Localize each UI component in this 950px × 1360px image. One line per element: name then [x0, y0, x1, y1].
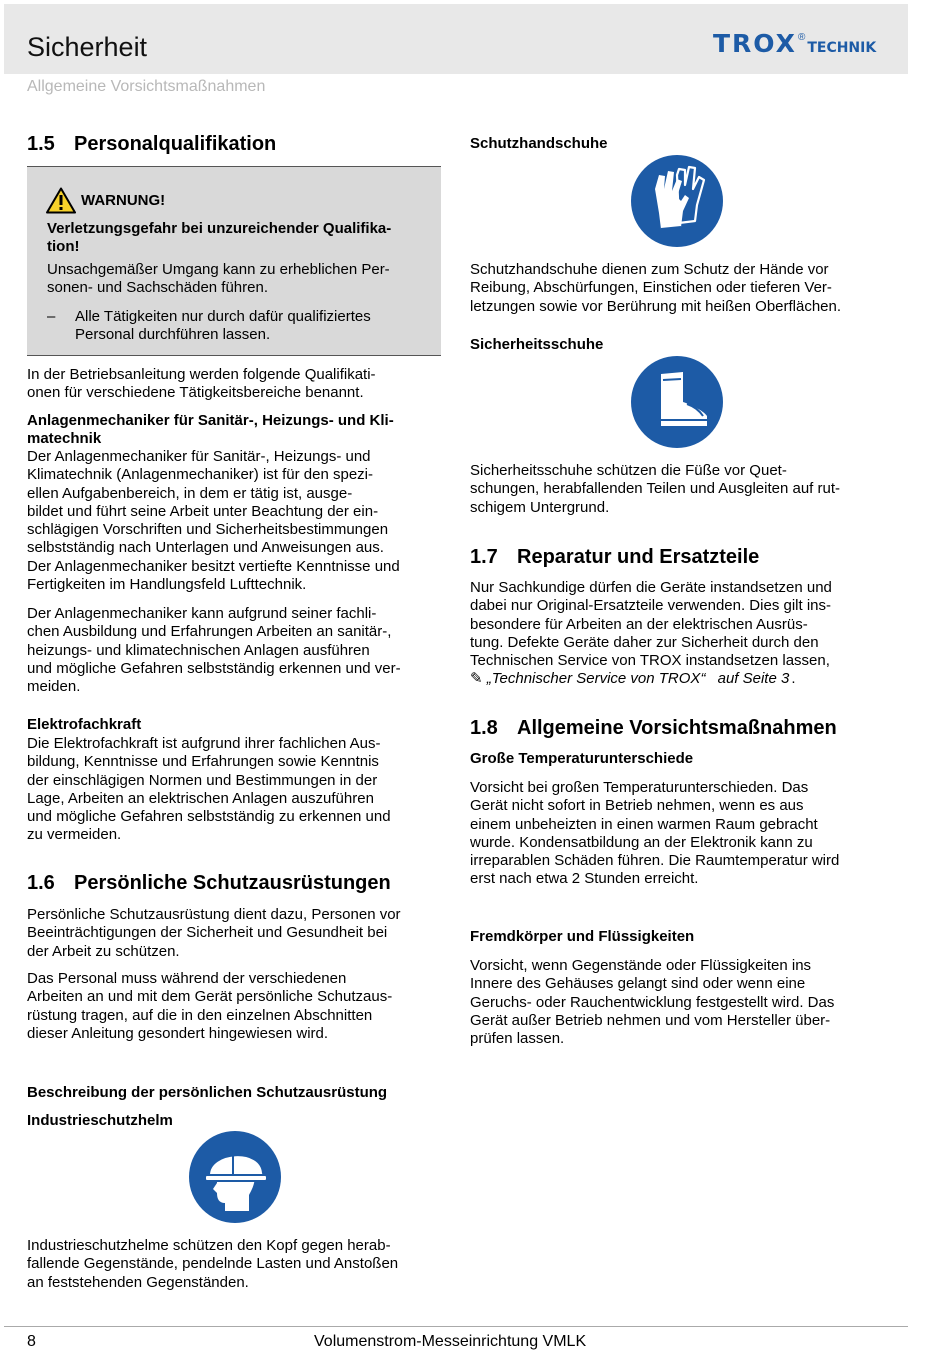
- gloves-sign-icon: [631, 155, 723, 247]
- warning-header: [46, 187, 165, 214]
- helmet-paragraph: Industrieschutzhelme schützen den Kopf gegen herab- fallende Gegenstände, pendelnde Lasten und Anstoßen an feststehenden Gegenständen.: [27, 1237, 399, 1291]
- anlagenmechaniker-heading: Anlagenmechaniker für Sanitär-, Heizungs- und Kli- matechnik: [27, 412, 394, 447]
- sentence-end: .: [791, 670, 796, 688]
- qualification-intro: In der Betriebsanleitung werden folgende Qualifikati- onen für verschiedene Tätigkeitsbereiche benannt.: [27, 366, 376, 402]
- gloves-heading: Schutzhandschuhe: [470, 135, 608, 152]
- elektrofachkraft-heading: Elektrofachkraft: [27, 716, 142, 733]
- page-reference-link[interactable]: auf Seite 3: [717, 670, 790, 688]
- footer-divider: [4, 1326, 908, 1327]
- ppe-paragraph-2: Das Personal muss während der verschiedenen Arbeiten an und mit dem Gerät persönliche Schutzaus- rüstung tragen, auf die in den einzelnen Abschnitten dieser Anleitung gesondert hingewiesen wird.: [27, 970, 393, 1042]
- page-title: Sicherheit: [27, 32, 148, 62]
- section-title: Personalqualifikation: [74, 133, 277, 155]
- warning-list-item: [47, 308, 437, 345]
- list-item-text: Alle Tätigkeiten nur durch dafür qualifiziertes Personal durchführen lassen.: [75, 308, 371, 344]
- foreign-bodies-paragraph: Vorsicht, wenn Gegenstände oder Flüssigkeiten ins Innere des Gehäuses gelangt sind oder wenn eine Geruchs- oder Rauchentwicklung festgestellt wird. Das Gerät außer Betrieb nehmen und vom Hersteller über- prüfen lassen.: [470, 957, 835, 1048]
- section-heading-1-7: [470, 546, 759, 569]
- gloves-paragraph: Schutzhandschuhe dienen zum Schutz der Hände vor Reibung, Abschürfungen, Einstichen oder tieferen Ver- letzungen sowie vor Berührung mit heißen Oberflächen.: [470, 261, 842, 315]
- section-number: 1.8: [470, 717, 498, 739]
- helmet-heading: Industrieschutzhelm: [27, 1112, 173, 1129]
- ppe-paragraph-1: Persönliche Schutzausrüstung dient dazu, Personen vor Beeinträchtigungen der Sicherheit und Gesundheit bei der Arbeit zu schützen.: [27, 906, 401, 960]
- warning-label: WARNUNG!: [81, 192, 166, 209]
- safety-shoes-paragraph: Sicherheitsschuhe schützen die Füße vor Quet- schungen, herabfallenden Teilen und Ausgleiten auf rut- schigem Untergrund.: [470, 462, 840, 516]
- section-heading-1-8: [470, 717, 837, 740]
- safety-shoes-heading: Sicherheitsschuhe: [470, 336, 604, 353]
- section-number: 1.6: [27, 872, 55, 894]
- safety-shoes-sign-icon: [631, 356, 723, 448]
- section-number: 1.5: [27, 133, 55, 155]
- list-dash: –: [47, 308, 56, 325]
- logo-registered-mark: ®: [797, 32, 806, 43]
- hard-hat-sign-icon: [189, 1131, 281, 1223]
- anlagenmechaniker-paragraph-1: Der Anlagenmechaniker für Sanitär-, Heizungs- und Klimatechnik (Anlagenmechaniker) ist für den spezi- ellen Aufgabenbereich, in dem er tätig ist, ausge- bildet und führt seine Arbeit unter Beachtung der ein- schlägigen Vorschriften und Sicherheitsbestimmungen selbstständig nach Unterlagen und Anweisungen aus. Der Anlagenmechaniker besitzt vertiefte Kenntnisse und Fertigkeiten im Handlungsfeld Lufttechnik.: [27, 448, 400, 594]
- section-heading-1-5: [27, 133, 276, 156]
- anlagenmechaniker-paragraph-2: Der Anlagenmechaniker kann aufgrund seiner fachli- chen Ausbildung und Erfahrungen Arbeiten an sanitär-, heizungs- und klimatechnischen Anlagen ausführen und mögliche Gefahren selbstständig erkennen und ver- meiden.: [27, 605, 401, 696]
- logo-technik-text: TECHNIK: [807, 40, 877, 56]
- repair-paragraph: [470, 579, 890, 689]
- section-number: 1.7: [470, 546, 498, 568]
- ppe-description-heading: Beschreibung der persönlichen Schutzausrüstung: [27, 1084, 388, 1101]
- page-subtitle: Allgemeine Vorsichtsmaßnahmen: [27, 78, 266, 95]
- section-title: Allgemeine Vorsichtsmaßnahmen: [517, 717, 837, 739]
- section-title: Persönliche Schutzausrüstungen: [74, 872, 391, 894]
- foreign-bodies-heading: Fremdkörper und Flüssigkeiten: [470, 928, 695, 945]
- warning-triangle-icon: [46, 187, 76, 214]
- section-heading-1-6: [27, 872, 391, 895]
- section-title: Reparatur und Ersatzteile: [517, 546, 760, 568]
- temperature-heading: Große Temperaturunterschiede: [470, 750, 694, 767]
- document-title: Volumenstrom-Messeinrichtung VMLK: [314, 1333, 587, 1350]
- page-number: 8: [27, 1333, 36, 1350]
- warning-subtitle: Verletzungsgefahr bei unzureichender Qualifika- tion!: [47, 220, 392, 256]
- elektrofachkraft-paragraph: Die Elektrofachkraft ist aufgrund ihrer fachlichen Aus- bildung, Kenntnisse und Erfahrungen sowie Kenntnis der einschlägigen Normen und Bestimmungen in der Lage, Arbeiten an elektrischen Anlagen auszuführen und mögliche Gefahren selbstständig zu erkennen und zu vermeiden.: [27, 735, 391, 844]
- temperature-paragraph: Vorsicht bei großen Temperaturunterschieden. Das Gerät nicht sofort in Betrieb nehmen, wenn es aus einem unbeheizten in einen warmen Raum gebracht wurde. Kondensatbildung an der Elektronik kann zu irreparablen Schäden führen. Die Raumtemperatur wird erst nach etwa 2 Stunden erreicht.: [470, 779, 840, 888]
- link-arrow-icon: ✎: [470, 670, 483, 688]
- trox-logo: [713, 30, 876, 58]
- logo-trox-text: TROX: [713, 29, 797, 58]
- repair-text: Nur Sachkundige dürfen die Geräte instandsetzen und dabei nur Original-Ersatzteile verwenden. Dies gilt ins- besondere für Arbeiten an der elektrischen Ausrüs- tung. Defekte Geräte daher zur Sicherheit durch den Technischen Service von TROX instandsetzen lassen,: [470, 579, 832, 670]
- warning-box: [27, 166, 441, 356]
- warning-text: Unsachgemäßer Umgang kann zu erheblichen Per- sonen- und Sachschäden führen.: [47, 261, 390, 297]
- technical-service-link[interactable]: „Technischer Service von TROX“: [486, 670, 706, 688]
